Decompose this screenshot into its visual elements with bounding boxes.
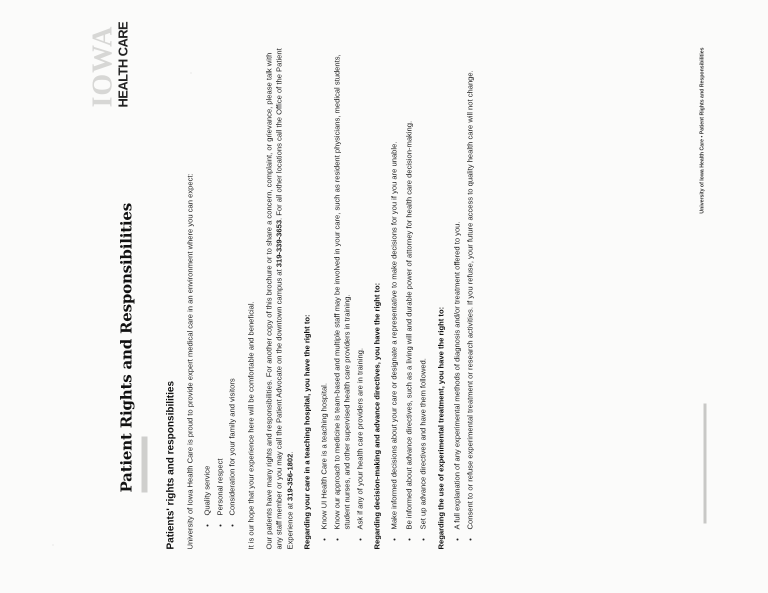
list-item: • Make informed decisions about your care or designate a representative to make decisions for you if you are unable. (389, 39, 400, 529)
advocate-phone: 319-339-3653 (274, 219, 284, 267)
list-item: • Consent to or refuse experimental treatment or research activities. If you refuse, your future access to quality health care will not change. (465, 39, 476, 529)
list-item: • Know UI Health Care is a teaching hospital. (319, 39, 330, 529)
list-item: • Know our approach to medicine is team-based and multiple staff may be involved in your care, such as resident physicians, medical students, student nurses, and other supervised health care providers in training. (332, 39, 353, 529)
list-item: • Be informed about advance directives, such as a living will and durable power of attorney for health care decision-making. (404, 39, 415, 529)
list-item: • Personal respect (215, 39, 226, 515)
document-title: Patient Rights and Responsibilities (117, 202, 135, 492)
list-item: • Consideration for your family and visitors (227, 39, 238, 515)
intro-hope: It is our hope that your experience here will be comfortable and beneficial. (245, 300, 255, 549)
section-heading-teaching: Regarding your care in a teaching hospital, you have the right to: (302, 313, 312, 549)
list-item: • Quality service (202, 39, 213, 515)
teaching-rights-list (319, 39, 365, 549)
document-body (166, 39, 482, 549)
scan-speck (52, 544, 53, 545)
advocate-text: Our patients have many rights and responsibilities. For another copy of this brochure or to share a concern, complaint, or grievance, please talk with any staff member or you may call the Patient Advocate on the downtown campus at (263, 52, 284, 549)
logo-wordmark: IOWA (87, 25, 118, 107)
patient-advocate-paragraph (264, 39, 296, 549)
list-item: • A full explanation of any experimental methods of diagnosis and/or treatment offered to you. (452, 39, 463, 529)
page-footer: University of Iowa Health Care • Patient Rights and Responsibilities (699, 47, 705, 214)
intro-lead: University of Iowa Health Care is proud to provide expert medical care in an environment where you can expect: (184, 172, 194, 549)
title-underline (141, 436, 147, 492)
footer-rule (703, 403, 706, 523)
advocate-text: . (284, 451, 294, 454)
logo-subtitle: HEALTH CARE (115, 21, 130, 107)
intro-heading: Patients' rights and responsibilities (165, 380, 176, 549)
section-heading-decision: Regarding decision-making and advance directives, you have the right to: (372, 282, 382, 549)
section-heading-experimental: Regarding the use of experimental treatment, you have the right to: (435, 306, 445, 549)
experimental-rights-list (452, 39, 475, 549)
advocate-text: . For all other locations call the Office of the Patient Experience at (274, 47, 294, 549)
iowa-health-care-logo (87, 21, 130, 107)
list-item: • Set up advance directives and have them followed. (418, 39, 429, 529)
list-item: • Ask if any of your health care providers are in training. (355, 39, 366, 529)
expectations-list (202, 39, 238, 549)
patient-experience-phone: 319-356-1802 (284, 453, 294, 501)
decision-rights-list (389, 39, 429, 549)
